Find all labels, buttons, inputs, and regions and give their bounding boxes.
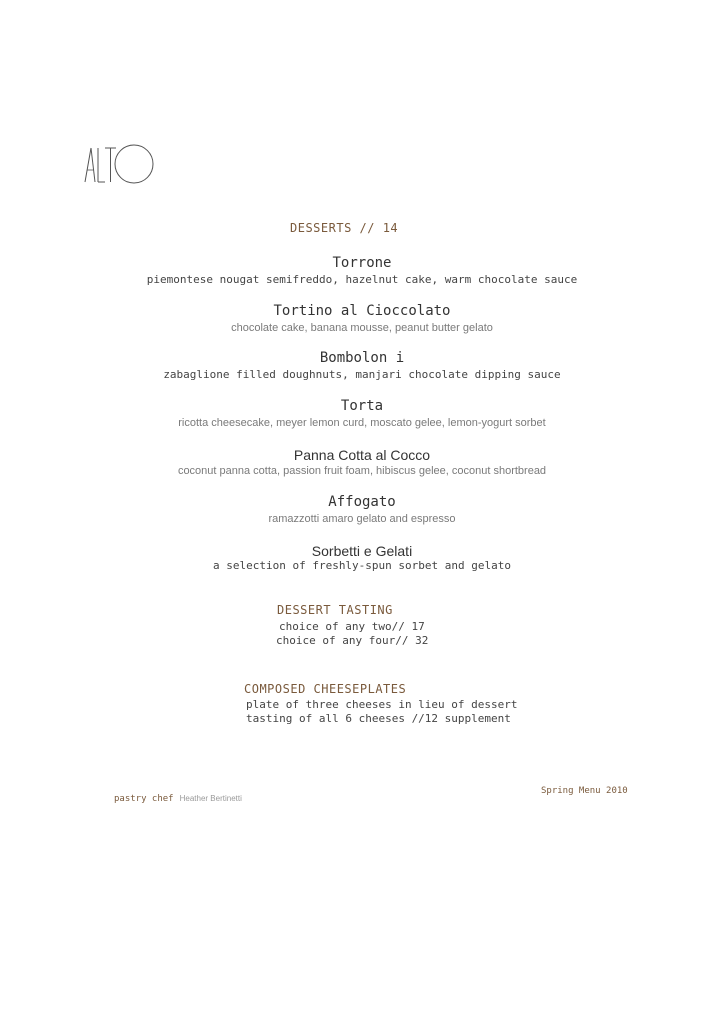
tasting-option: choice of any two// 17 xyxy=(279,620,425,633)
menu-item-name: Affogato xyxy=(328,494,396,510)
menu-item-description: piemontese nougat semifreddo, hazelnut cake, warm chocolate sauce xyxy=(146,273,578,286)
pastry-chef-credit xyxy=(114,786,242,805)
menu-item-description: zabaglione filled doughnuts, manjari chocolate dipping sauce xyxy=(163,368,561,381)
menu-item-name: Torrone xyxy=(332,255,392,271)
menu-season: Spring Menu 2010 xyxy=(541,786,628,796)
alto-logo-mark xyxy=(84,140,156,186)
menu-item-name: Tortino al Cioccolato xyxy=(273,303,451,319)
cheeseplate-option: plate of three cheeses in lieu of dessert xyxy=(246,698,518,711)
desserts-heading: DESSERTS // 14 xyxy=(290,221,399,235)
menu-item-name: Torta xyxy=(340,398,384,414)
menu-item-name: Bombolon i xyxy=(319,350,405,366)
dessert-tasting-heading: DESSERT TASTING xyxy=(277,603,393,617)
cheeseplate-option: tasting of all 6 cheeses //12 supplement xyxy=(246,712,511,725)
menu-item-description: ricotta cheesecake, meyer lemon curd, moscato gelee, lemon-yogurt sorbet xyxy=(178,417,546,429)
menu-item-description: chocolate cake, banana mousse, peanut butter gelato xyxy=(231,322,493,334)
menu-item-description: a selection of freshly-spun sorbet and gelato xyxy=(212,559,511,572)
menu-item-name: Sorbetti e Gelati xyxy=(311,543,413,559)
tasting-option: choice of any four// 32 xyxy=(276,634,429,647)
menu-item-description: ramazzotti amaro gelato and espresso xyxy=(268,513,456,525)
menu-item-name: Panna Cotta al Cocco xyxy=(293,447,431,463)
pastry-chef-label: pastry chef xyxy=(114,794,174,804)
cheeseplates-heading: COMPOSED CHEESEPLATES xyxy=(244,682,407,696)
menu-item-description: coconut panna cotta, passion fruit foam, hibiscus gelee, coconut shortbread xyxy=(177,465,547,477)
pastry-chef-name: Heather Bertinetti xyxy=(179,794,242,803)
alto-logo xyxy=(84,140,156,186)
